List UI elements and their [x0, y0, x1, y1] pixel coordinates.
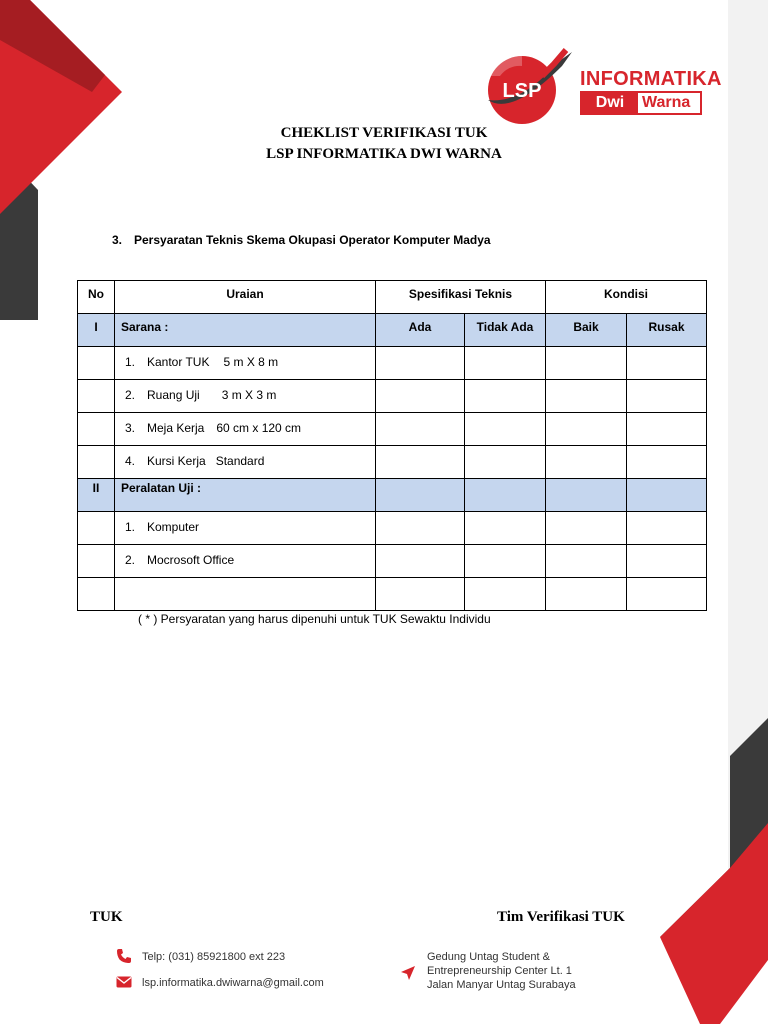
- item-number: 2.: [125, 553, 136, 567]
- cell-rusak[interactable]: [627, 380, 707, 413]
- item-number: 1.: [125, 355, 136, 369]
- header-row: [78, 281, 707, 314]
- cell-tidak-ada[interactable]: [465, 545, 546, 578]
- cell-no: [78, 413, 115, 446]
- footer-phone: Telp: (031) 85921800 ext 223: [142, 951, 286, 963]
- logo-dwi-warna-box: [580, 91, 702, 115]
- table-row: [78, 512, 707, 545]
- item-number: 4.: [125, 454, 136, 468]
- cell-ada[interactable]: [376, 380, 465, 413]
- cell-baik[interactable]: [546, 512, 627, 545]
- item-number: 3.: [125, 421, 136, 435]
- location-arrow-icon: [400, 965, 416, 981]
- cell-baik[interactable]: [546, 347, 627, 380]
- cell-ada[interactable]: [376, 413, 465, 446]
- cell-rusak[interactable]: [627, 545, 707, 578]
- section-number: 3.: [112, 233, 123, 247]
- cell-no: [78, 446, 115, 479]
- address-line-2: Entrepreneurship Center Lt. 1: [427, 965, 572, 977]
- table-row: [78, 347, 707, 380]
- subheader-rusak: Rusak: [627, 314, 707, 347]
- cell-baik: [546, 479, 627, 512]
- section-text: Persyaratan Teknis Skema Okupasi Operator Komputer Madya: [134, 233, 491, 247]
- cell-ada[interactable]: [376, 347, 465, 380]
- cell-rusak[interactable]: [627, 413, 707, 446]
- subheader-baik: Baik: [546, 314, 627, 347]
- cell-ada: [376, 479, 465, 512]
- lsp-logo: [482, 46, 722, 126]
- lsp-emblem-icon: [482, 46, 578, 126]
- cell-tidak-ada[interactable]: [465, 413, 546, 446]
- logo-informatika-text: INFORMATIKA: [580, 68, 722, 90]
- cell-baik[interactable]: [546, 413, 627, 446]
- cell-baik[interactable]: [546, 380, 627, 413]
- cell-tidak-ada[interactable]: [465, 512, 546, 545]
- logo-dwi-text: Dwi: [582, 93, 638, 113]
- signature-tuk: TUK: [90, 909, 123, 925]
- item-name: Mocrosoft Office: [147, 553, 235, 567]
- cell-uraian: [115, 512, 376, 545]
- cell-uraian[interactable]: [115, 578, 376, 611]
- logo-circle-text: LSP: [502, 80, 542, 102]
- footer-address: [427, 950, 576, 992]
- table-row-empty: [78, 578, 707, 611]
- group-no: II: [78, 479, 115, 512]
- item-name: Komputer: [147, 520, 200, 534]
- item-name: Ruang Uji: [147, 388, 200, 402]
- cell-tidak-ada: [465, 479, 546, 512]
- table-row: [78, 545, 707, 578]
- cell-no: [78, 380, 115, 413]
- item-name: Kursi Kerja: [147, 454, 206, 468]
- group-row-sarana: [78, 314, 707, 347]
- header-spesifikasi: Spesifikasi Teknis: [376, 281, 546, 314]
- cell-baik[interactable]: [546, 578, 627, 611]
- cell-uraian: [115, 446, 376, 479]
- group-no: I: [78, 314, 115, 347]
- header-uraian: Uraian: [115, 281, 376, 314]
- checklist-table: [77, 280, 707, 611]
- cell-tidak-ada[interactable]: [465, 347, 546, 380]
- cell-rusak[interactable]: [627, 578, 707, 611]
- group-label: Sarana :: [115, 314, 376, 347]
- subheader-ada: Ada: [376, 314, 465, 347]
- cell-ada[interactable]: [376, 578, 465, 611]
- header-kondisi: Kondisi: [546, 281, 707, 314]
- item-spec: Standard: [215, 454, 265, 468]
- item-number: 1.: [125, 520, 136, 534]
- table-row: [78, 380, 707, 413]
- cell-uraian: [115, 347, 376, 380]
- cell-uraian: [115, 545, 376, 578]
- cell-ada[interactable]: [376, 512, 465, 545]
- table-row: [78, 446, 707, 479]
- logo-warna-text: Warna: [642, 94, 691, 111]
- cell-baik[interactable]: [546, 446, 627, 479]
- cell-rusak: [627, 479, 707, 512]
- cell-ada[interactable]: [376, 446, 465, 479]
- cell-ada[interactable]: [376, 545, 465, 578]
- cell-baik[interactable]: [546, 545, 627, 578]
- section-heading: [112, 233, 491, 247]
- cell-tidak-ada[interactable]: [465, 446, 546, 479]
- cell-no: [78, 512, 115, 545]
- cell-tidak-ada[interactable]: [465, 380, 546, 413]
- cell-no: [78, 347, 115, 380]
- cell-no: [78, 578, 115, 611]
- header-no: No: [78, 281, 115, 314]
- footer-email[interactable]: lsp.informatika.dwiwarna@gmail.com: [142, 977, 324, 989]
- address-line-3: Jalan Manyar Untag Surabaya: [427, 979, 576, 991]
- document-subtitle: LSP INFORMATIKA DWI WARNA: [266, 146, 502, 162]
- cell-uraian: [115, 413, 376, 446]
- cell-rusak[interactable]: [627, 347, 707, 380]
- phone-icon: [116, 948, 132, 964]
- address-line-1: Gedung Untag Student &: [427, 951, 550, 963]
- item-name: Kantor TUK: [147, 355, 210, 369]
- cell-uraian: [115, 380, 376, 413]
- item-name: Meja Kerja: [147, 421, 205, 435]
- table-footnote: ( * ) Persyaratan yang harus dipenuhi untuk TUK Sewaktu Individu: [138, 612, 491, 626]
- signature-tim-verifikasi: Tim Verifikasi TUK: [497, 909, 625, 925]
- table-row: [78, 413, 707, 446]
- cell-no: [78, 545, 115, 578]
- cell-rusak[interactable]: [627, 446, 707, 479]
- cell-tidak-ada[interactable]: [465, 578, 546, 611]
- document-title: CHEKLIST VERIFIKASI TUK: [280, 125, 488, 141]
- envelope-icon: [116, 976, 132, 988]
- group-row-peralatan: [78, 479, 707, 512]
- item-spec: 3 m X 3 m: [221, 388, 277, 402]
- item-number: 2.: [125, 388, 136, 402]
- cell-rusak[interactable]: [627, 512, 707, 545]
- item-spec: 60 cm x 120 cm: [216, 421, 302, 435]
- group-label: Peralatan Uji :: [115, 479, 376, 512]
- item-spec: 5 m X 8 m: [223, 355, 279, 369]
- subheader-tidak-ada: Tidak Ada: [465, 314, 546, 347]
